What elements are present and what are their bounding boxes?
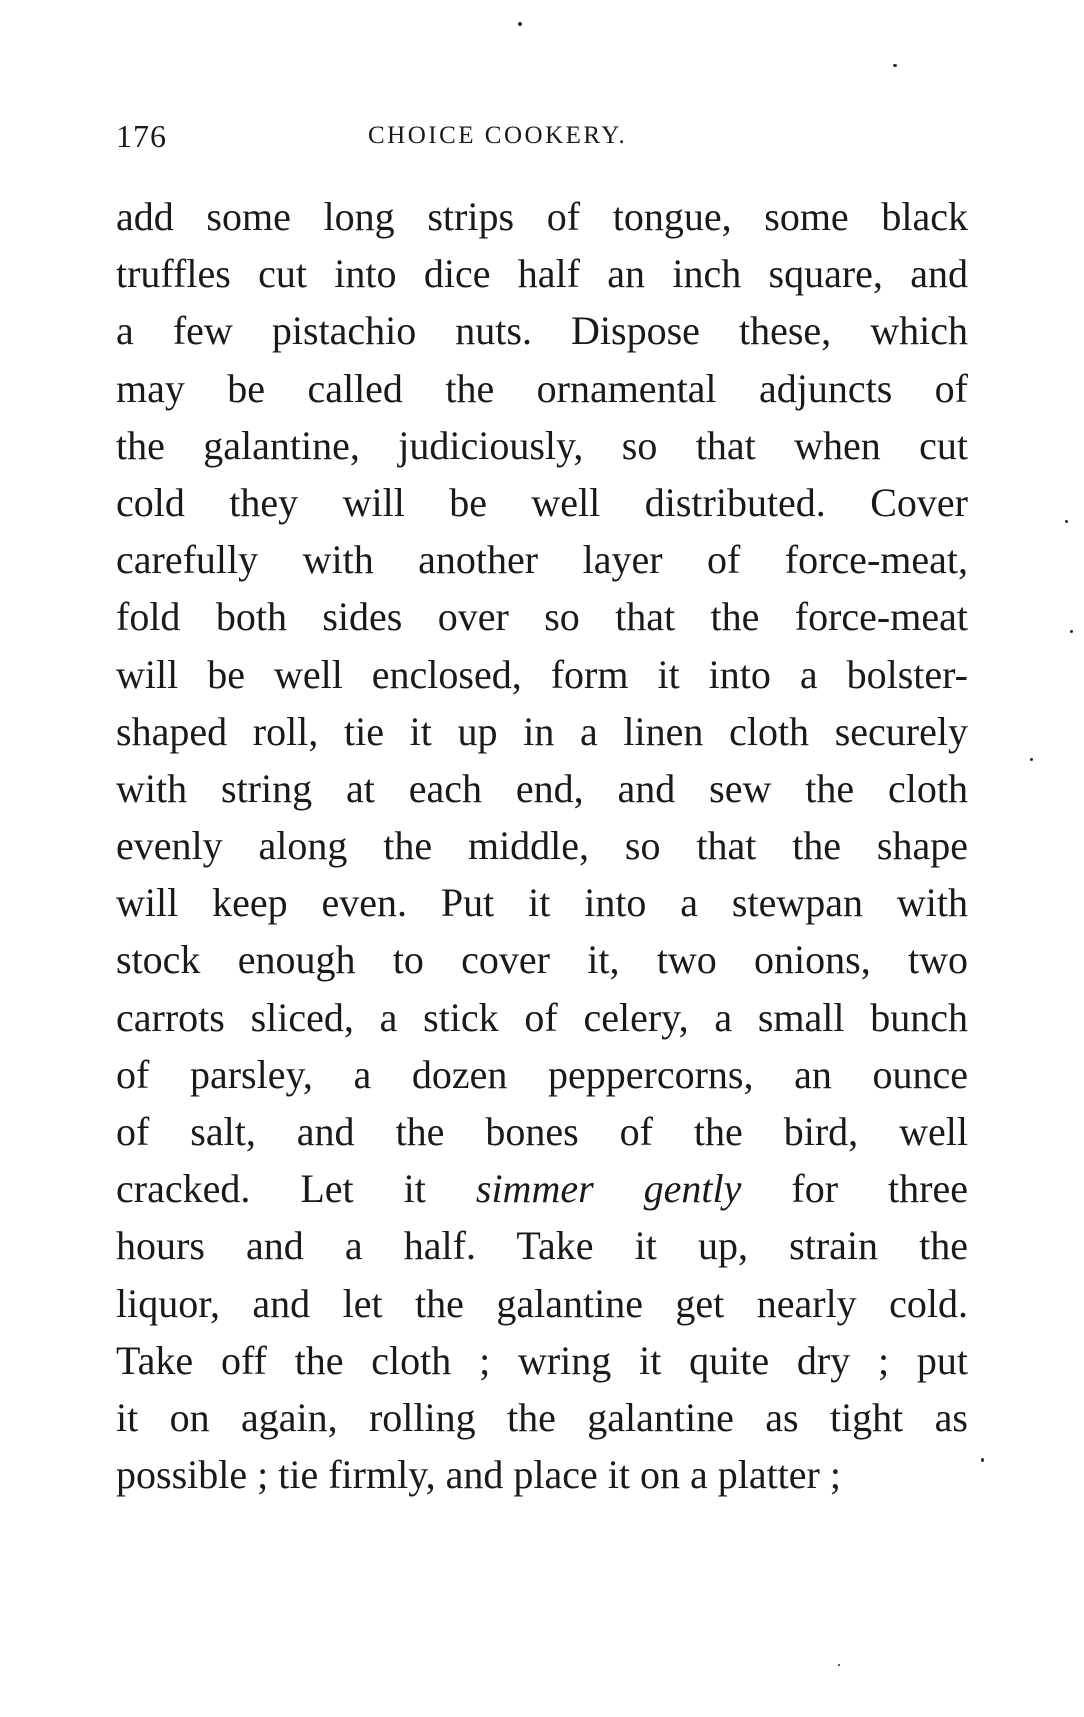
text-line: with string at each end, and sew the cloth [116, 765, 968, 811]
running-head [116, 118, 968, 158]
text-line: evenly along the middle, so that the shape [116, 823, 968, 869]
text-line: carrots sliced, a stick of celery, a small bunch [116, 994, 968, 1040]
text-line: liquor, and let the galantine get nearly cold. [116, 1280, 968, 1326]
recipe-text-block [116, 188, 968, 1503]
line-segment: for three [741, 1166, 968, 1212]
text-line: add some long strips of tongue, some black [116, 194, 968, 239]
text-line: it on again, rolling the galantine as tight as [116, 1394, 968, 1440]
text-line: cold they will be well distributed. Cover [116, 479, 968, 525]
scan-speck [1030, 758, 1033, 761]
text-line: shaped roll, tie it up in a linen cloth securely [116, 708, 968, 754]
italic-emphasis: simmer gently [475, 1166, 742, 1212]
line-segment: cracked. Let it [116, 1166, 476, 1212]
scan-speck [838, 1664, 840, 1666]
scan-speck [893, 64, 897, 67]
text-line: possible ; tie firmly, and place it on a platter ; [116, 1452, 841, 1498]
text-line: of salt, and the bones of the bird, well [116, 1109, 968, 1154]
text-line: of parsley, a dozen peppercorns, an ounce [116, 1051, 968, 1097]
text-line: may be called the ornamental adjuncts of [116, 365, 968, 411]
text-line: a few pistachio nuts. Dispose these, which [116, 308, 968, 354]
text-line: carefully with another layer of force-meat, [116, 537, 968, 583]
text-line: fold both sides over so that the force-meat [116, 594, 968, 640]
text-line: hours and a half. Take it up, strain the [116, 1223, 968, 1269]
text-line: stock enough to cover it, two onions, two [116, 937, 968, 983]
text-line: will be well enclosed, form it into a bolster- [116, 651, 968, 697]
scan-speck [518, 22, 522, 26]
text-line-with-emphasis [116, 1160, 968, 1217]
text-line: truffles cut into dice half an inch square, and [116, 251, 968, 297]
page-number: 176 [116, 118, 167, 154]
scan-speck [981, 1458, 984, 1462]
text-line: Take off the cloth ; wring it quite dry ; put [116, 1337, 968, 1383]
text-line: the galantine, judiciously, so that when cut [116, 422, 968, 468]
text-line: will keep even. Put it into a stewpan with [116, 880, 968, 926]
scan-speck [1065, 520, 1068, 523]
scan-speck [1070, 630, 1073, 633]
running-title: CHOICE COOKERY. [368, 122, 628, 149]
